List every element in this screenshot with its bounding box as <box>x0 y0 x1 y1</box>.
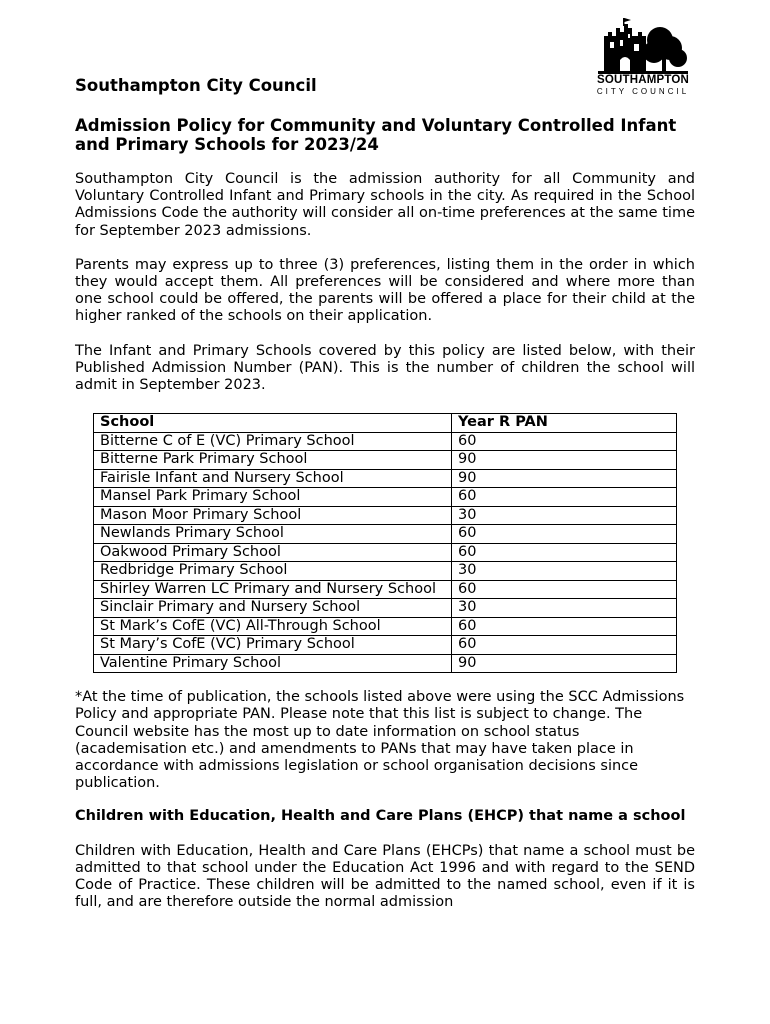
school-cell: St Mark’s CofE (VC) All-Through School <box>94 617 452 636</box>
table-header-row <box>94 414 677 433</box>
paragraph-admission-authority: Southampton City Council is the admission authority for all Community and Voluntary Controlled Infant and Primary schools in the city. As required in the School Admissions Code the authority will consider all on-time preferences at the same time for September 2023 admissions. <box>75 171 695 239</box>
school-cell: Bitterne Park Primary School <box>94 451 452 470</box>
paragraph-preferences: Parents may express up to three (3) preferences, listing them in the order in which they would accept them. All preferences will be considered and where more than one school could be offered, the parents will be offered a place for their child at the higher ranked of the schools on their application. <box>75 256 695 325</box>
logo-subtitle: CITY COUNCIL <box>596 87 690 96</box>
pan-cell: 60 <box>452 636 677 655</box>
column-header-school: School <box>94 414 452 433</box>
pan-table <box>93 413 677 673</box>
school-cell: Newlands Primary School <box>94 525 452 544</box>
pan-cell: 30 <box>452 599 677 618</box>
castle-tree-icon <box>598 18 688 74</box>
column-header-pan: Year R PAN <box>452 414 677 433</box>
table-row <box>94 451 677 470</box>
school-cell: Shirley Warren LC Primary and Nursery School <box>94 580 452 599</box>
ehcp-heading: Children with Education, Health and Care Plans (EHCP) that name a school <box>75 808 686 825</box>
document-body <box>75 74 695 911</box>
pan-cell: 60 <box>452 543 677 562</box>
table-row <box>94 432 677 451</box>
table-row <box>94 599 677 618</box>
school-cell: Bitterne C of E (VC) Primary School <box>94 432 452 451</box>
pan-cell: 30 <box>452 562 677 581</box>
pan-cell: 90 <box>452 451 677 470</box>
paragraph-schools-covered: The Infant and Primary Schools covered by this policy are listed below, with their Published Admission Number (PAN). This is the number of children the school will admit in September 2023. <box>75 342 695 394</box>
school-cell: St Mary’s CofE (VC) Primary School <box>94 636 452 655</box>
paragraph-ehcp: Children with Education, Health and Care Plans (EHCPs) that name a school must be admitted to that school under the Education Act 1996 and with regard to the SEND Code of Practice. These children will be admitted to the named school, even if it is full, and are therefore outside the normal admission <box>75 842 695 911</box>
pan-cell: 60 <box>452 617 677 636</box>
table-row <box>94 580 677 599</box>
table-row <box>94 636 677 655</box>
table-row <box>94 469 677 488</box>
table-row <box>94 506 677 525</box>
table-row <box>94 617 677 636</box>
school-cell: Mason Moor Primary School <box>94 506 452 525</box>
table-row <box>94 543 677 562</box>
pan-cell: 90 <box>452 469 677 488</box>
logo-wordmark: SOUTHAMPTON <box>596 74 690 86</box>
pan-cell: 30 <box>452 506 677 525</box>
pan-cell: 60 <box>452 525 677 544</box>
table-row <box>94 488 677 507</box>
school-cell: Sinclair Primary and Nursery School <box>94 599 452 618</box>
pan-cell: 60 <box>452 488 677 507</box>
school-cell: Mansel Park Primary School <box>94 488 452 507</box>
school-cell: Valentine Primary School <box>94 654 452 673</box>
pan-cell: 60 <box>452 432 677 451</box>
school-cell: Oakwood Primary School <box>94 543 452 562</box>
table-row <box>94 654 677 673</box>
school-cell: Fairisle Infant and Nursery School <box>94 469 452 488</box>
pan-cell: 60 <box>452 580 677 599</box>
table-row <box>94 525 677 544</box>
policy-title: Admission Policy for Community and Voluntary Controlled Infant and Primary Schools for 2023/24 <box>75 116 677 154</box>
council-heading: Southampton City Council <box>75 76 317 95</box>
table-row <box>94 562 677 581</box>
publication-note: *At the time of publication, the schools listed above were using the SCC Admissions Policy and appropriate PAN. Please note that this list is subject to change. The Council website has the most up to date information on school status (academisation etc.) and amendments to PANs that may have taken place in accordance with admissions legislation or school organisation decisions since publication. <box>75 689 685 792</box>
pan-cell: 90 <box>452 654 677 673</box>
school-cell: Redbridge Primary School <box>94 562 452 581</box>
